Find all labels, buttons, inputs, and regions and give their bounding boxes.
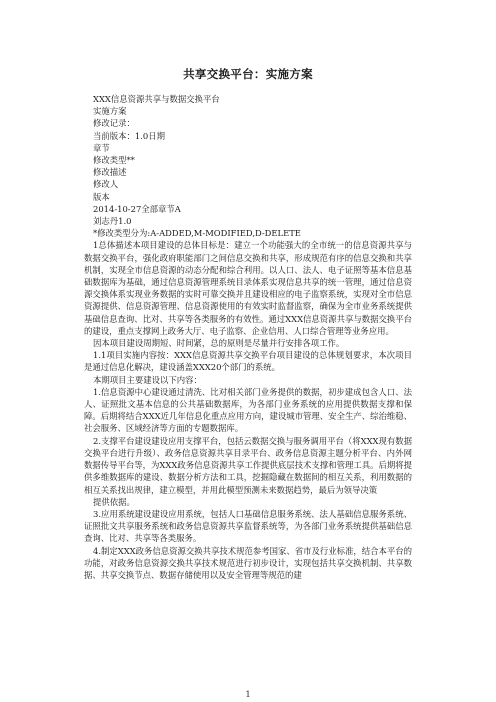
paragraph: 1总体描述本项目建设的总体目标是：建立一个功能强大的全市统一的信息资源共享与数据交换平台，强化政府职能部门之间信息交换和共享，形成规范有序的信息交换和共享机制，实现全市信息资源的动态分配和综合利用。以人口、法人、电子证照等基本信息基础数据库为基础，通过信息资源管理系统目录体系实现信息共享的统一管理，通过信息资源交换体系实现业务数据的实时可靠交换并且建设相应的电子监察系统，实现对全市信息资源提供、信息资源管理、信息资源使用的有效实时监督监察，确保为全市业务系统提供基础信息查询、比对、共享等各类服务的有效性。通过XXX信息资源共享与数据交换平台的建设，重点支撑网上政务大厅、电子监察、企业信用、人口综合管理等业务应用。	[84, 240, 412, 336]
meta-line: 修改描述	[93, 167, 127, 178]
paragraph: 提供依据。	[93, 496, 135, 507]
page-number: 1	[245, 690, 251, 699]
meta-line: 刘志丹1.0	[93, 216, 132, 227]
meta-line: *修改类型分为:A-ADDED,M-MODIFIED,D-DELETE	[93, 228, 301, 239]
meta-line: 当前版本：1.0日期	[93, 130, 165, 141]
meta-line: 修改记录：	[93, 118, 135, 129]
document-body	[84, 239, 412, 581]
paragraph: 1.信息资源中心建设通过清洗、比对相关部门业务提供的数据，初步建成包含人口、法人、证照批文基本信息的公共基础数据库，为各部门业务系统的应用提供数据支撑和保障。后期将结合XXX近几年信息化重点应用方向，建设城市管理、安全生产、综治维稳、社会服务、区域经济等方面的专题数据库。	[84, 386, 412, 434]
meta-line: XXX信息资源共享与数据交换平台	[93, 94, 220, 104]
meta-line: 版本	[93, 191, 110, 202]
meta-line: 修改类型**	[93, 155, 135, 166]
paragraph: 本期项目主要建设以下内容：	[93, 374, 202, 385]
meta-line: 2014-10-27全部章节A	[93, 203, 181, 214]
revision-record	[84, 93, 412, 239]
paragraph: 1.1项目实施内容按：XXX信息资源共享交换平台项目建设的总体规划要求，本次项目是通过信息化解决，建设涵盖XXX20个部门的系统。	[84, 350, 412, 373]
paragraph: 4.制定XXX政务信息资源交换共享技术规范参考国家、省市及行业标准，结合本平台的功能，对政务信息资源交换共享技术规范进行初步设计，实现包括共享交换机制、共享数据、共享交换节点、数据存储使用以及安全管理等规范的建	[84, 545, 412, 580]
meta-line: 修改人	[93, 179, 119, 190]
meta-line: 实施方案	[93, 106, 127, 117]
document-title: 共享交换平台：实施方案	[183, 67, 313, 81]
meta-line: 章节	[93, 142, 110, 153]
paragraph: 因本项目建设周期短、时间紧，总的原则是尽量并行安排各项工作。	[93, 338, 345, 349]
paragraph: 3.应用系统建设建设应用系统，包括人口基础信息服务系统、法人基础信息服务系统、证照批文共享服务系统和政务信息资源共享监督系统等，为各部门业务系统提供基础信息查询、比对、共享等各类服务。	[84, 508, 412, 544]
paragraph: 2.支撑平台建设建设应用支撑平台，包括云数据交换与服务调用平台（将XXX现有数据交换平台进行升级）、政务信息资源共享目录平台、政务信息资源主题分析平台、内外网数据传导平台等，为XXX政务信息资源共享工作提供底层技术支撑和管理工具。后期将提供多维数据库的建设、数据分析方法和工具，挖掘隐藏在数据间的相互关系，利用数据的相互关系找出规律，建立模型，并用此模型预测未来数据趋势，最后为领导决策	[84, 435, 412, 495]
